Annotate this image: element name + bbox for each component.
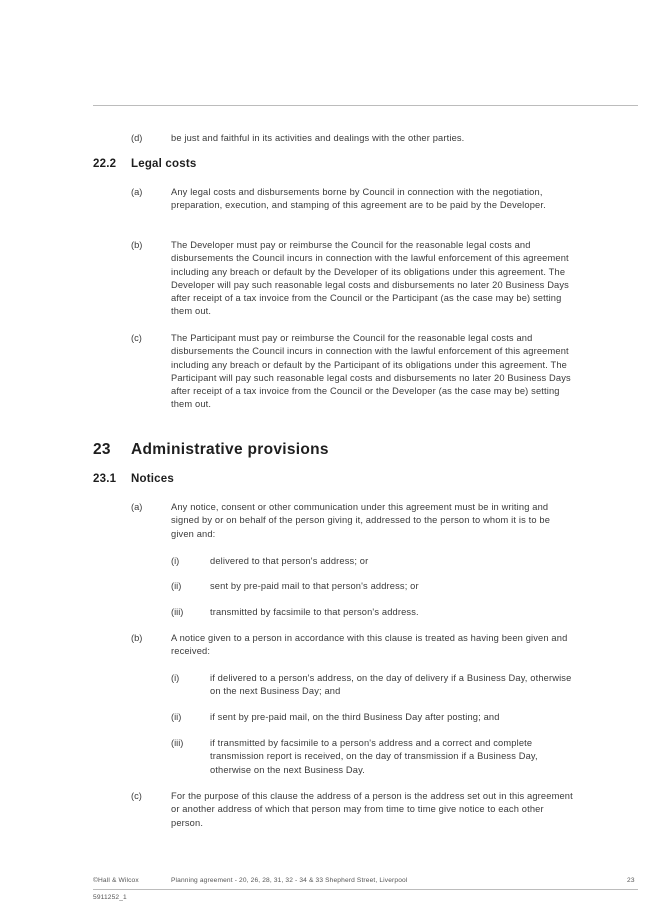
section-23-number: 23 <box>93 441 111 458</box>
legal-costs-b-label: (b) <box>131 240 143 250</box>
section-22-2-number: 22.2 <box>93 158 117 170</box>
notices-a-i-label: (i) <box>171 556 180 566</box>
notices-a-ii-text: sent by pre-paid mail to that person's address; or <box>210 581 419 591</box>
notices-b-text: A notice given to a person in accordance with this clause is treated as having been given and received: <box>171 633 568 657</box>
section-23-1-title: Notices <box>131 473 174 485</box>
footer-page-number: 23 <box>627 877 635 884</box>
notices-b-ii-label: (ii) <box>171 712 182 722</box>
legal-costs-a-text: Any legal costs and disbursements borne by Council in connection with the negotiation, preparation, execution, and stamping of this agreement are to be paid by the Developer. <box>171 187 546 211</box>
footer-rule <box>93 889 638 890</box>
notices-c-label: (c) <box>131 791 142 801</box>
notices-a-iii-text: transmitted by facsimile to that person's address. <box>210 607 419 617</box>
section-22-2-title: Legal costs <box>131 158 197 170</box>
footer-doc-title: Planning agreement - 20, 26, 28, 31, 32 - 34 & 33 Shepherd Street, Liverpool <box>171 877 408 884</box>
legal-costs-a-label: (a) <box>131 187 143 197</box>
notices-b-ii-text: if sent by pre-paid mail, on the third Business Day after posting; and <box>210 712 500 722</box>
item-d-text: be just and faithful in its activities and dealings with the other parties. <box>171 133 465 143</box>
section-23-1-number: 23.1 <box>93 473 117 485</box>
legal-costs-c-label: (c) <box>131 333 142 343</box>
notices-b-i-text: if delivered to a person's address, on the day of delivery if a Business Day, otherwise on the next Business Day; and <box>210 673 572 697</box>
notices-a-iii-label: (iii) <box>171 607 184 617</box>
notices-b-label: (b) <box>131 633 143 643</box>
notices-c-text: For the purpose of this clause the address of a person is the address set out in this agreement or another address of which that person may from time to time give notice to each other person. <box>171 791 573 828</box>
notices-a-ii-label: (ii) <box>171 581 182 591</box>
header-rule <box>93 105 638 106</box>
notices-a-label: (a) <box>131 502 143 512</box>
footer-firm: ©Hall & Wilcox <box>93 877 139 884</box>
legal-costs-b-text: The Developer must pay or reimburse the Council for the reasonable legal costs and disbursements the Council incurs in connection with the lawful enforcement of this agreement including any breach or default by the Developer of its obligations under this agreement. The Developer will pay such reasonable legal costs and disbursements no later 20 Business Days after receipt of a tax invoice from the Council or the Participant (as the case may be) setting them out. <box>171 240 569 317</box>
legal-costs-c-text: The Participant must pay or reimburse the Council for the reasonable legal costs and disbursements the Council incurs in connection with the lawful enforcement of this agreement including any breach or default by the Participant of its obligations under this agreement. The Participant will pay such reasonable legal costs and disbursements no later 20 Business Days after receipt of a tax invoice from the Council or the Developer (as the case may be) setting them out. <box>171 333 571 410</box>
footer-doc-ref: 5911252_1 <box>93 894 127 901</box>
notices-a-text: Any notice, consent or other communication under this agreement must be in writing and signed by or on behalf of the person giving it, addressed to the person to whom it is to be given and: <box>171 502 551 539</box>
notices-b-i-label: (i) <box>171 673 180 683</box>
notices-b-iii-text: if transmitted by facsimile to a person's address and a correct and complete transmission report is received, on the day of transmission if a Business Day, otherwise on the next Business Day. <box>210 738 538 775</box>
notices-b-iii-label: (iii) <box>171 738 184 748</box>
section-23-title: Administrative provisions <box>131 441 329 458</box>
notices-a-i-text: delivered to that person's address; or <box>210 556 369 566</box>
item-d-label: (d) <box>131 133 143 143</box>
